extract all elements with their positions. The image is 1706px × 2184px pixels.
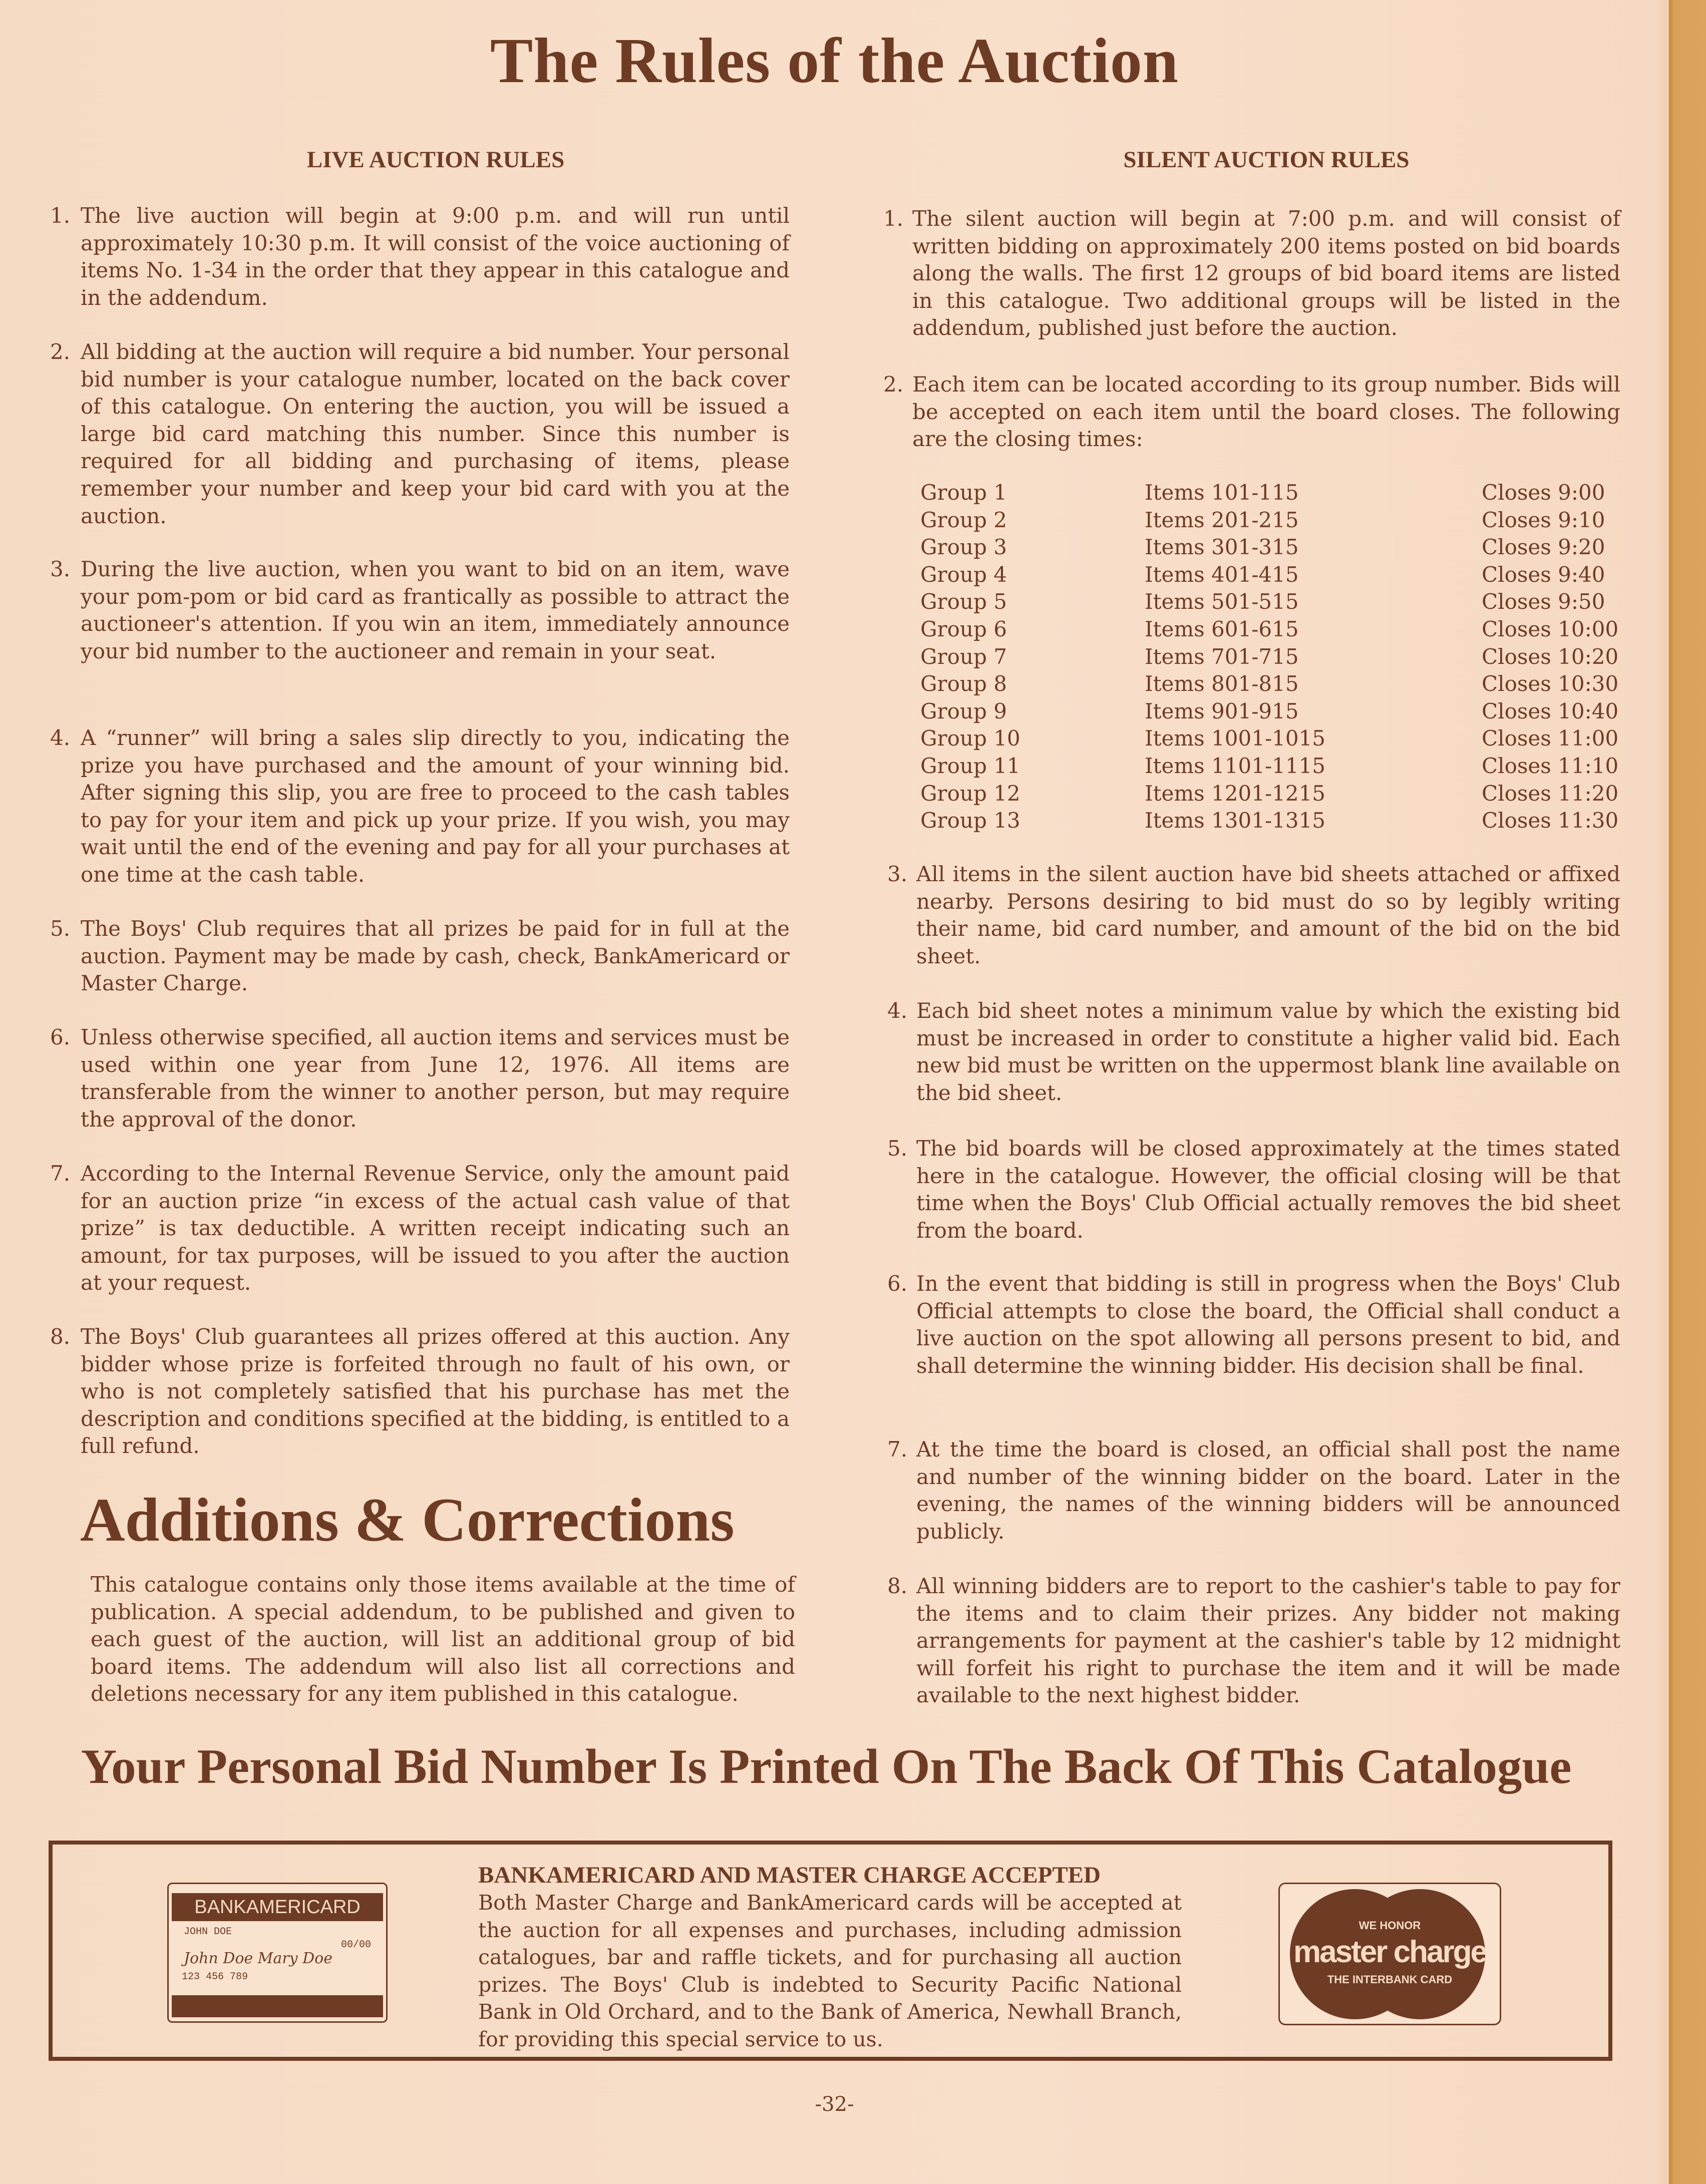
bankamericard-brand: BANKAMERICARD <box>172 1893 383 1921</box>
rule-number: 2. <box>50 339 71 364</box>
payment-text: Both Master Charge and BankAmericard cards will be accepted at the auction for all expenses and purchases, including admission catalogues, bar and raffle tickets, and for purchasing all auction prizes. The Boys' Club is indebted to Security Pacific National Bank in Old Orchard, and to the Bank of America, Newhall Branch, for providing this special service to us. <box>478 1891 1182 2051</box>
rule-number: 8. <box>887 1574 908 1598</box>
rule-number: 2. <box>883 372 904 397</box>
schedule-group: Group 1 <box>920 480 1007 505</box>
rule-number: 3. <box>887 862 908 886</box>
silent-rule: The silent auction will begin at 7:00 p.m. and will consist of written bidding on approximately 200 items posted on bid boards along the walls. The first 12 groups of bid board items are listed in this catalogue. Two additional groups will be listed in the addendum, published just before the auction. <box>912 206 1620 340</box>
card-stripe <box>172 1995 383 2017</box>
silent-rule: Each item can be located according to its group number. Bids will be accepted on each item until the board closes. The following are the closing times: <box>912 372 1620 452</box>
page-title: The Rules of the Auction <box>490 25 1179 96</box>
schedule-group: Group 13 <box>920 808 1020 833</box>
rule-number: 3. <box>50 557 71 581</box>
mastercharge-we-honor: WE HONOR <box>1358 1919 1421 1932</box>
schedule-items: Items 401-415 <box>1145 562 1299 587</box>
schedule-group: Group 12 <box>920 781 1020 806</box>
schedule-closes: Closes 10:40 <box>1482 698 1619 723</box>
schedule-group: Group 4 <box>920 562 1007 587</box>
page-edge <box>1669 0 1706 2184</box>
schedule-closes: Closes 9:40 <box>1482 562 1605 587</box>
silent-auction-heading: SILENT AUCTION RULES <box>1123 147 1410 173</box>
schedule-items: Items 701-715 <box>1145 644 1299 669</box>
mastercharge-brand: master charge <box>1293 1935 1486 1969</box>
live-rule: The live auction will begin at 9:00 p.m. and will run until approximately 10:30 p.m. It will consist of the voice auctioning of items No. 1-34 in the order that they appear in this catalogue and in the addendum. <box>81 203 790 310</box>
schedule-group: Group 3 <box>920 535 1007 560</box>
schedule-group: Group 10 <box>920 726 1020 751</box>
schedule-closes: Closes 9:10 <box>1482 507 1605 532</box>
live-rule: A “runner” will bring a sales slip directly to you, indicating the prize you have purchased and the amount of your winning bid. After signing this slip, you are free to proceed to the cash tables to pay for your item and pick up your prize. If you wish, you may wait until the end of the evening and pay for all your purchases at one time at the cash table. <box>81 725 790 887</box>
schedule-items: Items 301-315 <box>1145 535 1299 560</box>
schedule-closes: Closes 10:20 <box>1482 644 1619 669</box>
card-signature: John Doe Mary Doe <box>184 1950 332 1967</box>
mastercharge-interbank: THE INTERBANK CARD <box>1327 1973 1453 1986</box>
additions-text: This catalogue contains only those items available at the time of publication. A special addendum, to be published and given to each guest of the auction, will list an additional group of bid board items. The addendum will also list all corrections and deletions necessary for any item published in this catalogue. <box>91 1572 795 1706</box>
silent-rule: The bid boards will be closed approximately at the times stated here in the catalogue. However, the official closing will be that time when the Boys' Club Official actually removes the bid sheet from the board. <box>916 1136 1620 1243</box>
schedule-items: Items 501-515 <box>1145 589 1299 614</box>
rule-number: 7. <box>887 1437 908 1462</box>
schedule-group: Group 7 <box>920 644 1007 669</box>
mastercharge-logo <box>1278 1883 1501 2025</box>
schedule-closes: Closes 9:20 <box>1482 535 1605 560</box>
card-expiry: 00/00 <box>340 1939 371 1951</box>
schedule-closes: Closes 11:30 <box>1482 808 1619 833</box>
silent-rule: All items in the silent auction have bid sheets attached or affixed nearby. Persons desiring to bid must do so by legibly writing their name, bid card number, and amount of the bid on the bid sheet. <box>916 862 1620 968</box>
live-rule: All bidding at the auction will require a bid number. Your personal bid number is your catalogue number, located on the back cover of this catalogue. On entering the auction, you will be issued a large bid card matching this number. Since this number is required for all bidding and purchasing of items, please remember your number and keep your bid card with you at the auction. <box>81 339 790 528</box>
silent-rule: Each bid sheet notes a minimum value by which the existing bid must be increased in order to constitute a higher valid bid. Each new bid must be written on the uppermost blank line available on the bid sheet. <box>916 998 1620 1105</box>
live-rule: According to the Internal Revenue Service, only the amount paid for an auction prize “in excess of the actual cash value of that prize” is tax deductible. A written receipt indicating such an amount, for tax purposes, will be issued to you after the auction at your request. <box>81 1161 790 1295</box>
schedule-items: Items 1201-1215 <box>1145 781 1326 806</box>
page-number: -32- <box>815 2093 854 2116</box>
silent-rule: At the time the board is closed, an official shall post the name and number of the winning bidder on the board. Later in the evening, the names of the winning bidders will be announced publicly. <box>916 1437 1620 1544</box>
rule-number: 1. <box>883 206 904 231</box>
schedule-closes: Closes 11:00 <box>1482 726 1619 751</box>
schedule-closes: Closes 11:10 <box>1482 754 1619 778</box>
schedule-group: Group 2 <box>920 507 1007 532</box>
rule-number: 6. <box>50 1025 71 1049</box>
schedule-group: Group 11 <box>920 754 1020 778</box>
schedule-closes: Closes 10:00 <box>1482 617 1619 641</box>
schedule-closes: Closes 9:00 <box>1482 480 1605 505</box>
rule-number: 8. <box>50 1324 71 1349</box>
payment-heading: BANKAMERICARD AND MASTER CHARGE ACCEPTED <box>478 1862 1101 1888</box>
schedule-items: Items 1101-1115 <box>1145 754 1326 778</box>
schedule-items: Items 901-915 <box>1145 698 1299 723</box>
schedule-group: Group 8 <box>920 671 1007 696</box>
schedule-items: Items 201-215 <box>1145 507 1299 532</box>
rule-number: 4. <box>50 725 71 750</box>
rule-number: 6. <box>887 1271 908 1296</box>
silent-rule: In the event that bidding is still in progress when the Boys' Club Official attempts to close the board, the Official shall conduct a live auction on the spot allowing all persons present to bid, and shall determine the winning bidder. His decision shall be final. <box>916 1271 1620 1378</box>
schedule-closes: Closes 10:30 <box>1482 671 1619 696</box>
additions-heading: Additions & Corrections <box>80 1486 735 1554</box>
schedule-group: Group 6 <box>920 617 1007 641</box>
schedule-closes: Closes 11:20 <box>1482 781 1619 806</box>
schedule-items: Items 1301-1315 <box>1145 808 1326 833</box>
schedule-group: Group 5 <box>920 589 1007 614</box>
rule-number: 5. <box>887 1136 908 1161</box>
live-rule: The Boys' Club requires that all prizes be paid for in full at the auction. Payment may be made by cash, check, BankAmericard or Master Charge. <box>81 916 790 996</box>
schedule-closes: Closes 9:50 <box>1482 589 1605 614</box>
bankamericard-logo <box>167 1883 388 2023</box>
schedule-items: Items 1001-1015 <box>1145 726 1326 751</box>
card-account: 123 456 789 <box>182 1971 248 1983</box>
rule-number: 4. <box>887 998 908 1023</box>
bid-number-banner: Your Personal Bid Number Is Printed On The Back Of This Catalogue <box>81 1739 1572 1794</box>
rule-number: 5. <box>50 916 71 941</box>
schedule-items: Items 601-615 <box>1145 617 1299 641</box>
rule-number: 1. <box>50 203 71 228</box>
live-rule: The Boys' Club guarantees all prizes offered at this auction. Any bidder whose prize is forfeited through no fault of his own, or who is not completely satisfied that his purchase has met the description and conditions specified at the bidding, is entitled to a full refund. <box>81 1324 790 1459</box>
rule-number: 7. <box>50 1161 71 1186</box>
card-name: JOHN DOE <box>184 1926 232 1938</box>
live-rule: Unless otherwise specified, all auction items and services must be used within one year from June 12, 1976. All items are transferable from the winner to another person, but may require the approval of the donor. <box>81 1025 790 1132</box>
schedule-items: Items 801-815 <box>1145 671 1299 696</box>
schedule-group: Group 9 <box>920 698 1007 723</box>
live-rule: During the live auction, when you want to bid on an item, wave your pom-pom or bid card as frantically as possible to attract the auctioneer's attention. If you win an item, immediately announce your bid number to the auctioneer and remain in your seat. <box>81 557 790 663</box>
live-auction-heading: LIVE AUCTION RULES <box>306 147 565 173</box>
silent-rule: All winning bidders are to report to the cashier's table to pay for the items and to claim their prizes. Any bidder not making arrangements for payment at the cashier's table by 12 midnight will forfeit his right to purchase the item and it will be made available to the next highest bidder. <box>916 1574 1620 1708</box>
schedule-items: Items 101-115 <box>1145 480 1299 505</box>
